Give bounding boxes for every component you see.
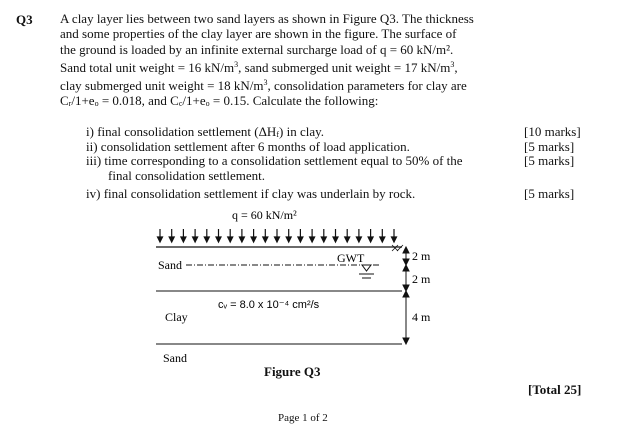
subscript: c <box>178 99 183 109</box>
task-2-text: ii) consolidation settlement after 6 months of load application. <box>86 138 410 154</box>
text: Sand total unit weight = 16 kN/m <box>60 59 235 75</box>
text: ) in clay. <box>279 124 324 139</box>
intro-line-5 <box>60 75 516 93</box>
page-number: Page 1 of 2 <box>278 412 328 424</box>
task-3-text: iii) time corresponding to a consolidation settlement equal to 50% of the <box>86 153 463 168</box>
task-list <box>86 125 606 202</box>
surcharge-arrows <box>158 229 397 242</box>
water-table-symbol <box>359 265 374 278</box>
task-3-marks: [5 marks] <box>524 153 575 168</box>
load-arrow <box>181 229 186 242</box>
task-2-marks: [5 marks] <box>524 138 575 154</box>
task-2 <box>86 140 606 155</box>
text: = 0.15. Calculate the following: <box>209 93 379 109</box>
figure-q3-diagram <box>0 205 620 375</box>
load-arrow <box>368 229 373 242</box>
superscript: 3 <box>234 59 239 69</box>
load-arrow <box>298 229 303 242</box>
load-arrow <box>310 229 315 242</box>
text: = 0.018, and C <box>98 93 179 109</box>
subscript: o <box>205 99 210 109</box>
load-label: q = 60 kN/m² <box>232 208 297 222</box>
load-arrow <box>345 229 350 242</box>
load-arrow <box>380 229 385 242</box>
load-arrow <box>204 229 209 242</box>
text: /1+e <box>182 93 206 109</box>
question-intro <box>60 11 516 112</box>
task-3-cont-text: final consolidation settlement. <box>108 167 266 183</box>
text: i) final consolidation settlement (ΔH <box>86 124 277 139</box>
gwt-label: GWT <box>337 251 365 265</box>
load-arrow <box>193 229 198 242</box>
load-arrow <box>216 229 221 242</box>
task-1-marks: [10 marks] <box>524 124 581 139</box>
text: , sand submerged unit weight = 17 kN/m <box>238 59 451 75</box>
text: , consolidation parameters for clay are <box>267 78 467 94</box>
dim-2m-bottom: 2 m <box>412 272 431 286</box>
sand-bottom-label: Sand <box>163 351 187 365</box>
dim-4m: 4 m <box>412 310 431 324</box>
task-3 <box>86 154 606 169</box>
superscript: 3 <box>450 59 455 69</box>
load-arrow <box>286 229 291 242</box>
text: /1+e <box>71 93 95 109</box>
superscript: 3 <box>263 78 268 88</box>
intro-line-3: the ground is loaded by an infinite external surcharge load of q = 60 kN/m². <box>60 41 454 57</box>
load-arrow <box>356 229 361 242</box>
load-arrow <box>275 229 280 242</box>
load-arrow <box>333 229 338 242</box>
load-arrow <box>169 229 174 242</box>
total-marks: [Total 25] <box>528 382 582 397</box>
load-arrow <box>263 229 268 242</box>
question-number: Q3 <box>16 12 33 27</box>
subscript: f <box>276 130 279 139</box>
task-1 <box>86 125 606 140</box>
cv-label: cᵥ = 8.0 x 10⁻⁴ cm²/s <box>218 299 320 311</box>
subscript: r <box>68 99 72 109</box>
intro-line-6 <box>60 93 516 111</box>
subscript: o <box>94 99 99 109</box>
clay-label: Clay <box>165 310 188 324</box>
ground-hatch <box>392 245 403 251</box>
sand-top-label: Sand <box>158 258 182 272</box>
dim-2m-top: 2 m <box>412 249 431 263</box>
task-3-continuation <box>86 169 606 184</box>
task-4 <box>86 187 606 202</box>
task-4-text: iv) final consolidation settlement if clay was underlain by rock. <box>86 186 416 201</box>
intro-line-2: and some properties of the clay layer are shown in the figure. The surface of <box>60 26 457 42</box>
task-4-marks: [5 marks] <box>524 186 575 201</box>
figure-caption: Figure Q3 <box>264 364 321 379</box>
text: , <box>454 59 458 75</box>
text: C <box>60 93 69 109</box>
load-arrow <box>239 229 244 242</box>
load-arrow <box>251 229 256 242</box>
intro-line-4 <box>60 57 516 75</box>
intro-line-1: A clay layer lies between two sand layers as shown in Figure Q3. The thickness <box>60 11 474 26</box>
text: clay submerged unit weight = 18 kN/m <box>60 78 264 94</box>
load-arrow <box>228 229 233 242</box>
load-arrow <box>321 229 326 242</box>
dimension-lines <box>403 247 409 344</box>
load-arrow <box>158 229 163 242</box>
load-arrow <box>392 229 397 242</box>
